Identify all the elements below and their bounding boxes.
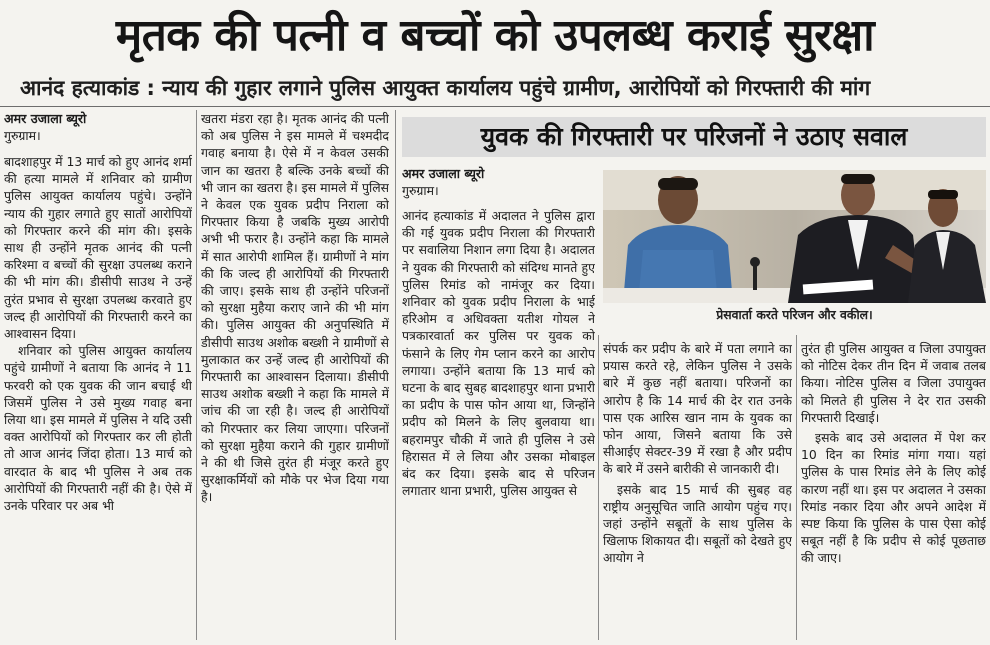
column-divider [395,110,396,640]
story2-byline: अमर उजाला ब्यूरो [402,166,485,181]
story1-place: गुरुग्राम। [4,128,41,143]
story1-paragraph: शनिवार को पुलिस आयुक्त कार्यालय पहुंचे ग्रामीणों ने बताया कि आनंद ने 11 फरवरी को एक युवक की जान बचाई थी जिसमें पुलिस ने उसे मुख्य गवाह बना लिया था। इस मामले में पुलिस ने यदि उसी वक्त आरोपियों को गिरफ्तार कर ली होती तो आज आनंद जिंदा होता। 13 मार्च को वारदात के बाद भी पुलिस ने अब तक आरोपियों की गिरफ्तारी नहीं की है। ऐसे में उनके परिवार पर अब भी [4,343,192,514]
story2-paragraph: आनंद हत्याकांड में अदालत ने पुलिस द्वारा की गई युवक प्रदीप निराला की गिरफ्तारी पर सवालिया निशान लगा दिया है। अदालत ने युवक की गिरफ्तारी को संदिग्ध मानते हुए पुलिस रिमांड को नामंजूर कर दिया। शनिवार को युवक प्रदीप निराला के भाई हरिओम व अधिवक्ता यतीश गोयल ने पत्रकारवार्ता कर पुलिस पर युवक को फंसाने के लिए गेम प्लान करने का आरोप लगाया। उन्होंने बताया कि 13 मार्च को घटना के बाद सुबह बादशाहपुर थाना प्रभारी का प्रदीप के पास फोन आया था, जिन्होंने प्रदीप को मिलने के लिए बुलवाया था। बहरामपुर चौकी में जाते ही पुलिस ने उसे हिरासत में ले लिया और उसका मोबाइल बंद कर दिया। इसके बाद से परिजन लगातार थाना प्रभारी, पुलिस आयुक्त से [402,208,595,499]
story2-headline: युवक की गिरफ्तारी पर परिजनों ने उठाए सवाल [402,117,986,157]
column-divider [796,335,797,640]
story2-column-1 [402,165,595,645]
story2-paragraph: तुरंत ही पुलिस आयुक्त व जिला उपायुक्त को नोटिस देकर तीन दिन में जवाब तलब किया। नोटिस पुलिस व जिला उपायुक्त को मिलते ही पुलिस ने देर रात उसकी गिरफ्तारी दिखाई। [801,341,986,425]
story2-paragraph: इसके बाद उसे अदालत में पेश कर 10 दिन का रिमांड मांगा गया। यहां पुलिस के पास रिमांड लेने के लिए कोई कारण नहीं था। इस पर अदालत ने उसका रिमांड नकार दिया और अपने आदेश में स्पष्ट किया कि पुलिस के पास ऐसा कोई सबूत नहीं है कि प्रदीप से कोई पूछताछ की जाए। [801,430,986,566]
story1-column-2 [201,110,389,645]
story2-place: गुरुग्राम। [402,183,439,198]
story1-column-1 [4,110,192,645]
column-divider [598,335,599,640]
story2-paragraph: संपर्क कर प्रदीप के बारे में पता लगाने का प्रयास करते रहे, लेकिन पुलिस ने उसके बारे में कुछ नहीं बताया। परिजनों का आरोप है कि 14 मार्च की देर रात उनके पास एक आरिस खान नाम के युवक का फोन आया, जिसने बताया कि उसे सीआईए सेक्टर-39 में रखा है और प्रदीप के बारे में उसने बारीकी से जानकारी दी। [603,341,792,477]
subhead-rule [0,106,990,107]
photo-caption: प्रेसवार्ता करते परिजन और वकील। [603,303,986,327]
story2-paragraph: इसके बाद 15 मार्च की सुबह वह राष्ट्रीय अनुसूचित जाति आयोग पहुंच गए। जहां उन्होंने सबूतों के साथ पुलिस के खिलाफ शिकायत दी। सबूतों को देखते हुए आयोग ने [603,481,792,566]
page-headline: मृतक की पत्नी व बच्चों को उपलब्ध कराई सुरक्षा [115,10,875,61]
photo-illustration [603,170,986,303]
story1-paragraph: बादशाहपुर में 13 मार्च को हुए आनंद शर्मा की हत्या मामले में शनिवार को ग्रामीण पुलिस आयुक्त कार्यालय पहुंचे। उन्होंने न्याय की गुहार लगाते हुए सातों आरोपियों को गिरफ्तार करने की मांग की। इसके साथ ही उन्होंने मृतक आनंद की पत्नी करिश्मा व बच्चों की सुरक्षा उपलब्ध कराने की भी मांग की। डीसीपी साउथ ने उन्हें तुरंत प्रभाव से सुरक्षा उपलब्ध करवाते हुए जल्द ही आरोपियों की गिरफ्तारी करने का आश्वासन दिया। [4,154,192,342]
story1-byline: अमर उजाला ब्यूरो [4,111,87,126]
press-conference-photo [603,170,986,303]
story2-column-3 [801,340,986,645]
story1-paragraph: खतरा मंडरा रहा है। मृतक आनंद की पत्नी को अब पुलिस ने इस मामले में चश्मदीद गवाह बनाया है। ऐसे में न केवल उसकी जान का खतरा है बल्कि उनके बच्चों की भी जान का खतरा है। इस मामले में पुलिस ने केवल एक युवक प्रदीप निराला को गिरफ्तार किया है जबकि मुख्य आरोपी अभी भी फरार है। उन्होंने कहा कि मामले में सात आरोपी शामिल हैं। ग्रामीणों ने मांग की कि जल्द ही आरोपियों की गिरफ्तारी की जाए। इसके साथ ही उन्होंने परिजनों को सुरक्षा मुहैया कराए जाने की भी मांग की। पुलिस आयुक्त की अनुपस्थिति में डीसीपी साउथ अशोक बख्शी ने ग्रामीणों से मुलाकात कर उन्हें जल्द ही आरोपियों की गिरफ्तारी का आश्वासन दिलाया। डीसीपी साउथ अशोक बख्शी ने कहा कि मामले में जांच की जा रही है। जल्द ही आरोपियों को गिरफ्तार कर लिया जाएगा। परिजनों को सुरक्षा मुहैया कराने की गुहार ग्रामीणों ने की थी जिसे तुरंत ही मंजूर करते हुए सुरक्षाकर्मियों को मौके पर भेज दिया गया है। [201,111,389,505]
page-subheadline: आनंद हत्याकांड : न्याय की गुहार लगाने पुलिस आयुक्त कार्यालय पहुंचे ग्रामीण, आरोपियों को गिरफ्तारी की मांग [20,76,871,100]
story2-column-2 [603,340,792,645]
column-divider [196,110,197,640]
